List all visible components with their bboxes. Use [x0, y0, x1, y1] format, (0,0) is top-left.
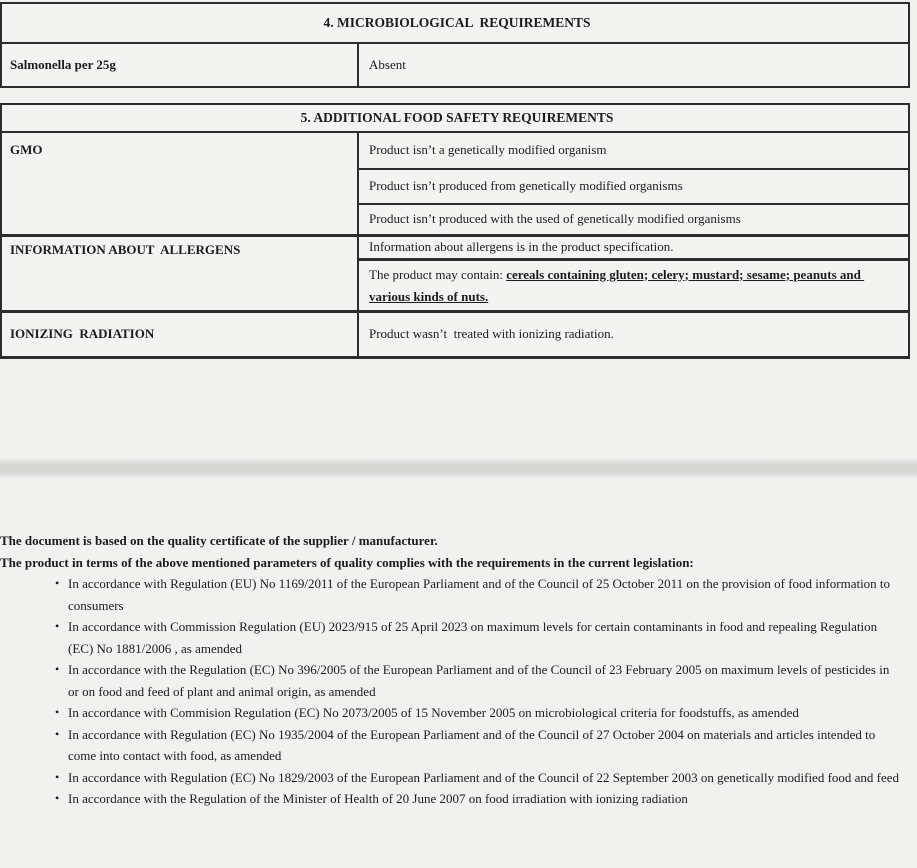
- regulation-bullet-6: • In accordance with Regulation (EC) No 1829/2003 of the European Parliament and of the Council of 22 September 2003 on genetically modified food and feed: [55, 767, 900, 789]
- notes-basis-line: The document is based on the quality certificate of the supplier / manufacturer.: [0, 533, 438, 548]
- regulation-bullet-2: • In accordance with Commission Regulation (EU) 2023/915 of 25 April 2023 on maximum levels for certain contaminants in food and repealing Regulation (EC) No 1881/2006 , as amended: [55, 616, 900, 659]
- additional-food-safety-table: [0, 103, 910, 359]
- allergens-value-1: Information about allergens is in the product specification.: [358, 235, 909, 259]
- regulation-bullet-1: • In accordance with Regulation (EU) No 1169/2011 of the European Parliament and of the Council of 25 October 2011 on the provision of food information to consumers: [55, 573, 900, 616]
- regulation-list: [0, 573, 900, 810]
- section-4-header: 4. MICROBIOLOGICAL REQUIREMENTS: [1, 3, 909, 43]
- notes-compliance-line: The product in terms of the above mentioned parameters of quality complies with the requirements in the current legislation:: [0, 554, 694, 570]
- regulation-bullet-7: • In accordance with the Regulation of the Minister of Health of 20 June 2007 on food irradiation with ionizing radiation: [55, 788, 900, 810]
- regulation-bullet-3: • In accordance with the Regulation (EC) No 396/2005 of the European Parliament and of the Council of 23 February 2005 on maximum levels of pesticides in or on food and feed of plant and animal origin, as amended: [55, 659, 900, 702]
- gmo-value-1: Product isn’t a genetically modified organism: [358, 132, 909, 169]
- table-row: [1, 43, 909, 87]
- salmonella-label: Salmonella per 25g: [1, 43, 358, 87]
- gmo-value-2: Product isn’t produced from genetically modified organisms: [358, 169, 909, 204]
- regulation-bullet-5: • In accordance with Regulation (EC) No 1935/2004 of the European Parliament and of the Council of 27 October 2004 on materials and articles intended to come into contact with food, as amended: [55, 724, 900, 767]
- legislation-notes: [0, 530, 900, 810]
- allergens-list-emphasis: cereals containing gluten; celery; mustard; sesame; peanuts and various kinds of nuts.: [369, 266, 865, 304]
- section-5-header: 5. ADDITIONAL FOOD SAFETY REQUIREMENTS: [1, 104, 909, 132]
- regulation-bullet-4: • In accordance with Commision Regulation (EC) No 2073/2005 of 15 November 2005 on microbiological criteria for foodstuffs, as amended: [55, 702, 900, 724]
- table-row: [1, 235, 909, 259]
- page-break-separator: [0, 458, 917, 478]
- allergens-label: INFORMATION ABOUT ALLERGENS: [1, 235, 358, 311]
- table-row: [1, 132, 909, 169]
- allergens-value-2: [358, 259, 909, 311]
- salmonella-value: Absent: [358, 43, 909, 87]
- gmo-value-3: Product isn’t produced with the used of genetically modified organisms: [358, 204, 909, 235]
- ionizing-radiation-label: IONIZING RADIATION: [1, 311, 358, 357]
- microbiological-requirements-table: [0, 2, 910, 88]
- allergens-may-contain-prefix: The product may contain:: [369, 266, 507, 282]
- ionizing-radiation-value: Product wasn’t treated with ionizing radiation.: [358, 311, 909, 357]
- gmo-label: GMO: [1, 132, 358, 235]
- table-row: [1, 311, 909, 357]
